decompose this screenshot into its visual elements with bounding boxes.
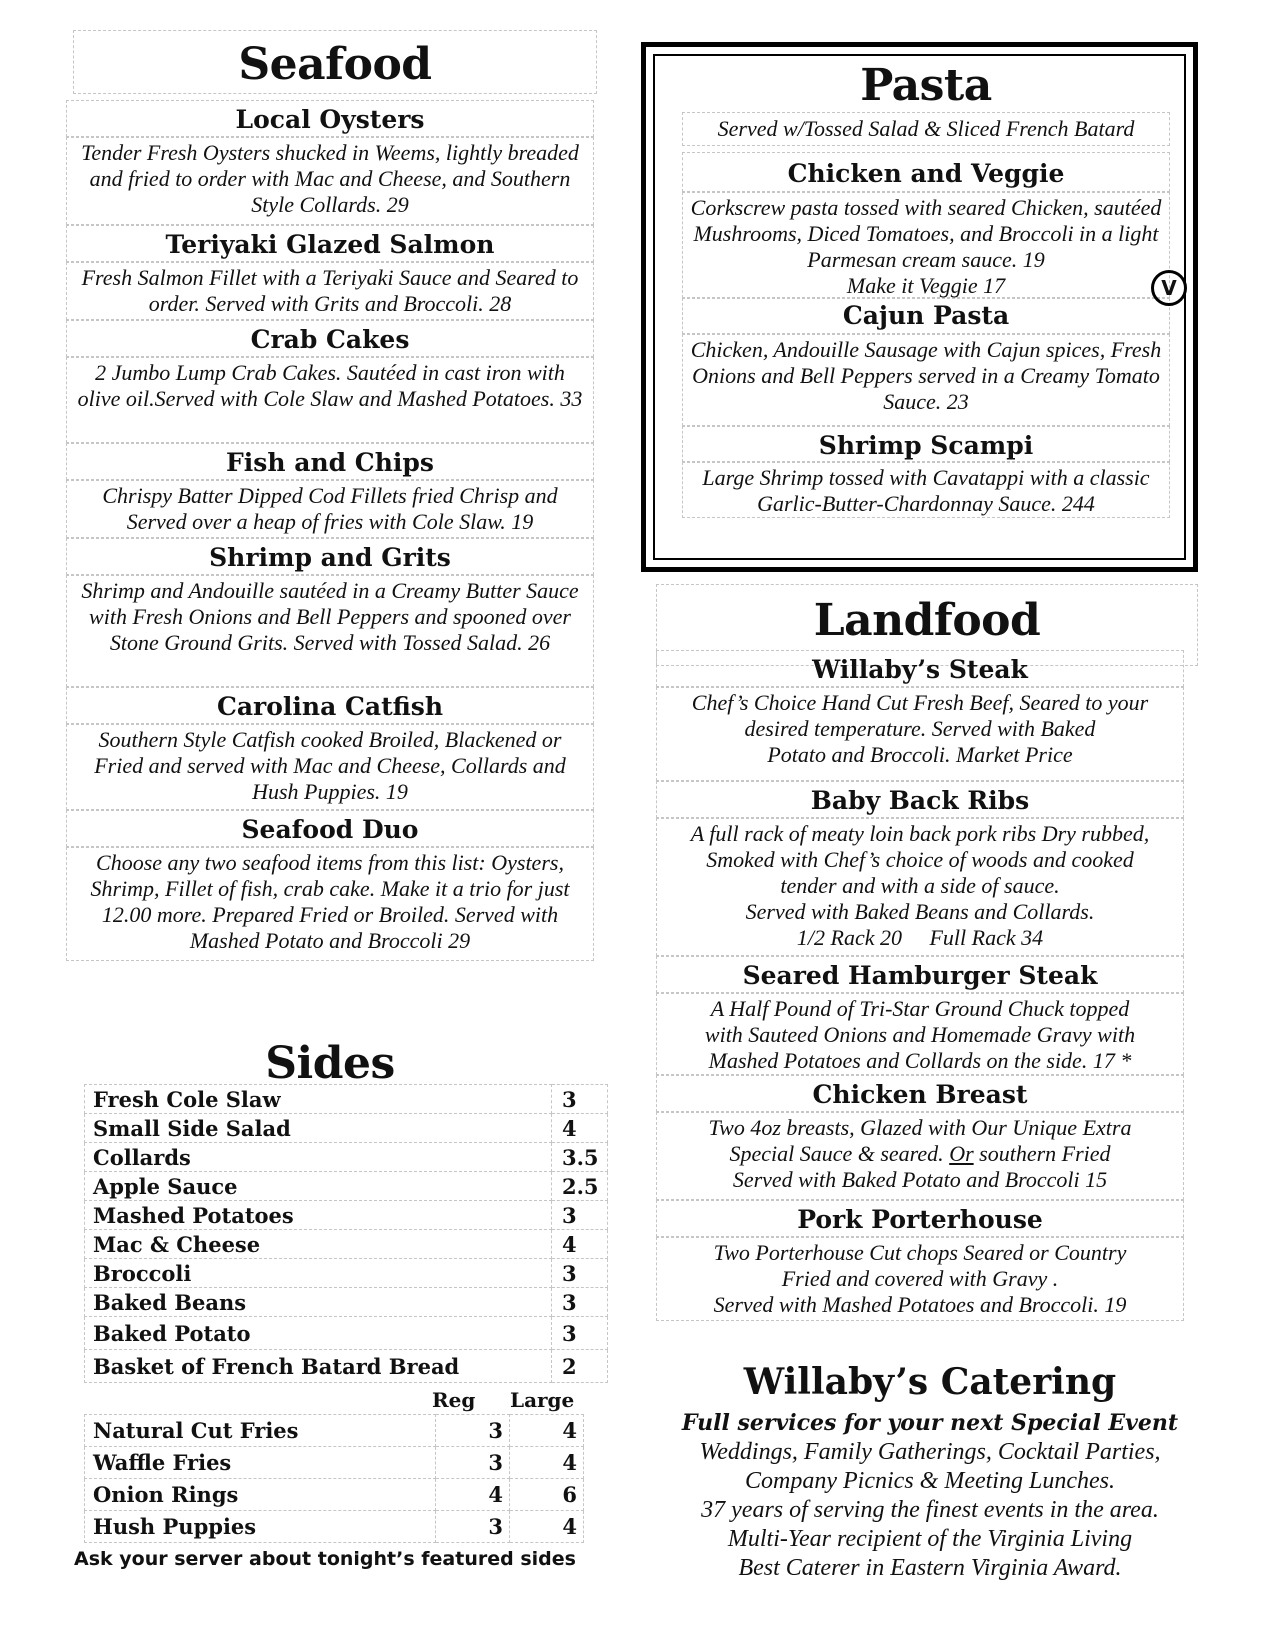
item-name: Chicken and Veggie	[682, 152, 1170, 192]
side-price: 3	[552, 1259, 608, 1288]
table-row	[85, 1114, 608, 1143]
item-description: Southern Style Catfish cooked Broiled, Blackened or Fried and served with Mac and Cheese, Collards and Hush Puppies. 19	[66, 724, 594, 810]
item-description	[656, 993, 1184, 1075]
fries-name: Natural Cut Fries	[85, 1415, 436, 1447]
description-line: Mashed Potatoes and Collards on the side. 17 *	[708, 1048, 1132, 1073]
item-description: Shrimp and Andouille sautéed in a Creamy Butter Sauce with Fresh Onions and Bell Peppers and spooned over Stone Ground Grits. Served with Tossed Salad. 26	[66, 575, 594, 687]
item-name: Pork Porterhouse	[656, 1200, 1184, 1237]
side-name: Broccoli	[85, 1259, 552, 1288]
large-price: 4	[510, 1511, 584, 1543]
side-name: Mashed Potatoes	[85, 1201, 552, 1230]
menu-item	[66, 538, 594, 687]
side-name: Mac & Cheese	[85, 1230, 552, 1259]
fries-table	[84, 1414, 584, 1543]
large-price: 4	[510, 1415, 584, 1447]
table-row	[85, 1511, 584, 1543]
menu-item	[682, 298, 1170, 426]
reg-price: 3	[436, 1415, 510, 1447]
sides-table	[84, 1084, 608, 1383]
underlined-word: Or	[949, 1141, 974, 1166]
side-price: 3	[552, 1317, 608, 1350]
item-description: Tender Fresh Oysters shucked in Weems, lightly breaded and fried to order with Mac and Cheese, and Southern Style Collards. 29	[66, 137, 594, 225]
catering-line: 37 years of serving the finest events in the area.	[701, 1497, 1159, 1523]
description-line: with Sauteed Onions and Homemade Gravy with	[704, 1022, 1136, 1047]
description-line: A full rack of meaty loin back pork ribs Dry rubbed,	[690, 821, 1150, 846]
side-price: 4	[552, 1114, 608, 1143]
item-name: Crab Cakes	[66, 320, 594, 357]
item-description: Large Shrimp tossed with Cavatappi with a classic Garlic-Butter-Chardonnay Sauce. 244	[682, 462, 1170, 518]
side-name: Fresh Cole Slaw	[85, 1085, 552, 1114]
catering-section	[660, 1360, 1200, 1583]
side-price: 2.5	[552, 1172, 608, 1201]
item-name: Shrimp and Grits	[66, 538, 594, 575]
catering-title: Willaby’s Catering	[743, 1361, 1117, 1403]
description-line: Two 4oz breasts, Glazed with Our Unique Extra	[708, 1115, 1132, 1140]
menu-item	[656, 956, 1184, 1075]
description-line: Served with Baked Beans and Collards.	[745, 899, 1095, 924]
pasta-title: Pasta	[860, 60, 992, 111]
menu-item	[656, 1200, 1184, 1321]
pasta-subtitle: Served w/Tossed Salad & Sliced French Batard	[682, 112, 1170, 146]
table-row	[85, 1288, 608, 1317]
menu-item	[66, 687, 594, 810]
side-price: 3	[552, 1288, 608, 1317]
item-name: Fish and Chips	[66, 443, 594, 480]
large-price: 6	[510, 1479, 584, 1511]
large-price: 4	[510, 1447, 584, 1479]
item-description	[656, 818, 1184, 956]
side-name: Basket of French Batard Bread	[85, 1350, 552, 1383]
table-row	[85, 1350, 608, 1383]
item-description: 2 Jumbo Lump Crab Cakes. Sautéed in cast iron with olive oil.Served with Cole Slaw and Mashed Potatoes. 33	[66, 357, 594, 443]
description-line: Served with Baked Potato and Broccoli 15	[732, 1167, 1108, 1192]
description-line: Smoked with Chef’s choice of woods and cooked	[706, 847, 1134, 872]
description-text: southern Fried	[973, 1141, 1111, 1166]
reg-price: 3	[436, 1511, 510, 1543]
menu-item	[682, 152, 1170, 298]
side-price: 3	[552, 1085, 608, 1114]
veggie-option-text: Make it Veggie 17	[846, 273, 1006, 298]
item-description	[656, 687, 1184, 781]
catering-line: Best Caterer in Eastern Virginia Award.	[738, 1555, 1122, 1581]
table-row	[85, 1415, 584, 1447]
item-name: Willaby’s Steak	[656, 650, 1184, 687]
menu-item	[66, 100, 594, 225]
table-row	[85, 1317, 608, 1350]
catering-line: Company Picnics & Meeting Lunches.	[745, 1468, 1115, 1494]
item-name: Shrimp Scampi	[682, 426, 1170, 462]
table-row	[85, 1259, 608, 1288]
item-description	[656, 1237, 1184, 1321]
table-row	[85, 1172, 608, 1201]
landfood-title: Landfood	[813, 595, 1041, 646]
vegetarian-icon: V	[1151, 270, 1187, 306]
menu-item	[66, 225, 594, 320]
table-row	[85, 1085, 608, 1114]
table-row	[85, 1201, 608, 1230]
menu-item	[66, 320, 594, 443]
description-line: Chef’s Choice Hand Cut Fresh Beef, Seared to your	[691, 690, 1149, 715]
menu-item	[656, 781, 1184, 956]
side-name: Baked Potato	[85, 1317, 552, 1350]
description-line: Fried and covered with Gravy .	[781, 1266, 1059, 1291]
item-name: Seared Hamburger Steak	[656, 956, 1184, 993]
side-name: Baked Beans	[85, 1288, 552, 1317]
landfood-list	[656, 650, 1184, 1321]
description-line: desired temperature. Served with Baked	[744, 716, 1096, 741]
table-row	[85, 1479, 584, 1511]
item-name: Teriyaki Glazed Salmon	[66, 225, 594, 262]
reg-column-header: Reg	[432, 1388, 476, 1412]
item-description: Chicken, Andouille Sausage with Cajun spices, Fresh Onions and Bell Peppers served in a Creamy Tomato Sauce. 23	[682, 334, 1170, 426]
description-line: tender and with a side of sauce.	[780, 873, 1060, 898]
item-description: Fresh Salmon Fillet with a Teriyaki Sauce and Seared to order. Served with Grits and Broccoli. 28	[66, 262, 594, 320]
item-description: Chrispy Batter Dipped Cod Fillets fried Chrisp and Served over a heap of fries with Cole Slaw. 19	[66, 480, 594, 538]
description-line: Two Porterhouse Cut chops Seared or Country	[713, 1240, 1127, 1265]
description-line: 1/2 Rack 20 Full Rack 34	[796, 925, 1044, 950]
side-price: 3.5	[552, 1143, 608, 1172]
fries-name: Waffle Fries	[85, 1447, 436, 1479]
menu-item	[682, 426, 1170, 518]
item-name: Baby Back Ribs	[656, 781, 1184, 818]
table-row	[85, 1230, 608, 1259]
side-price: 3	[552, 1201, 608, 1230]
item-description	[656, 1112, 1184, 1200]
reg-price: 3	[436, 1447, 510, 1479]
description-text: Special Sauce & seared.	[729, 1141, 950, 1166]
sides-title: Sides	[265, 1038, 395, 1089]
item-name: Carolina Catfish	[66, 687, 594, 724]
item-name: Cajun Pasta	[682, 298, 1170, 334]
item-description	[682, 192, 1170, 298]
menu-item	[66, 810, 594, 961]
large-column-header: Large	[510, 1388, 575, 1412]
table-row	[85, 1143, 608, 1172]
table-row	[85, 1447, 584, 1479]
item-name: Seafood Duo	[66, 810, 594, 847]
side-name: Collards	[85, 1143, 552, 1172]
item-description: Choose any two seafood items from this list: Oysters, Shrimp, Fillet of fish, crab cake. Make it a trio for just 12.00 more. Prepared Fried or Broiled. Served with Mashed Potato and Broccoli 29	[66, 847, 594, 961]
catering-tagline: Full services for your next Special Event	[681, 1410, 1179, 1436]
menu-item	[656, 650, 1184, 781]
description-line: Potato and Broccoli. Market Price	[767, 742, 1073, 767]
side-price: 4	[552, 1230, 608, 1259]
seafood-title: Seafood	[238, 39, 432, 90]
size-column-headers	[84, 1388, 584, 1414]
fries-name: Onion Rings	[85, 1479, 436, 1511]
reg-price: 4	[436, 1479, 510, 1511]
menu-item	[656, 1075, 1184, 1200]
fries-name: Hush Puppies	[85, 1511, 436, 1543]
side-name: Small Side Salad	[85, 1114, 552, 1143]
menu-item	[66, 443, 594, 538]
item-description-text: Corkscrew pasta tossed with seared Chicken, sautéed Mushrooms, Diced Tomatoes, and Broccoli in a light Parmesan cream sauce. 19	[690, 195, 1162, 272]
description-line	[661, 1141, 1179, 1167]
seafood-section-header	[73, 30, 597, 94]
description-line: A Half Pound of Tri-Star Ground Chuck topped	[710, 996, 1130, 1021]
pasta-list	[682, 152, 1170, 518]
catering-line: Weddings, Family Gatherings, Cocktail Parties,	[699, 1439, 1161, 1465]
item-name: Chicken Breast	[656, 1075, 1184, 1112]
side-name: Apple Sauce	[85, 1172, 552, 1201]
seafood-list	[66, 100, 594, 961]
sides-footer-note: Ask your server about tonight’s featured sides	[74, 1548, 576, 1570]
item-name: Local Oysters	[66, 100, 594, 137]
description-line: Served with Mashed Potatoes and Broccoli. 19	[713, 1292, 1127, 1317]
catering-line: Multi-Year recipient of the Virginia Living	[727, 1526, 1133, 1552]
side-price: 2	[552, 1350, 608, 1383]
